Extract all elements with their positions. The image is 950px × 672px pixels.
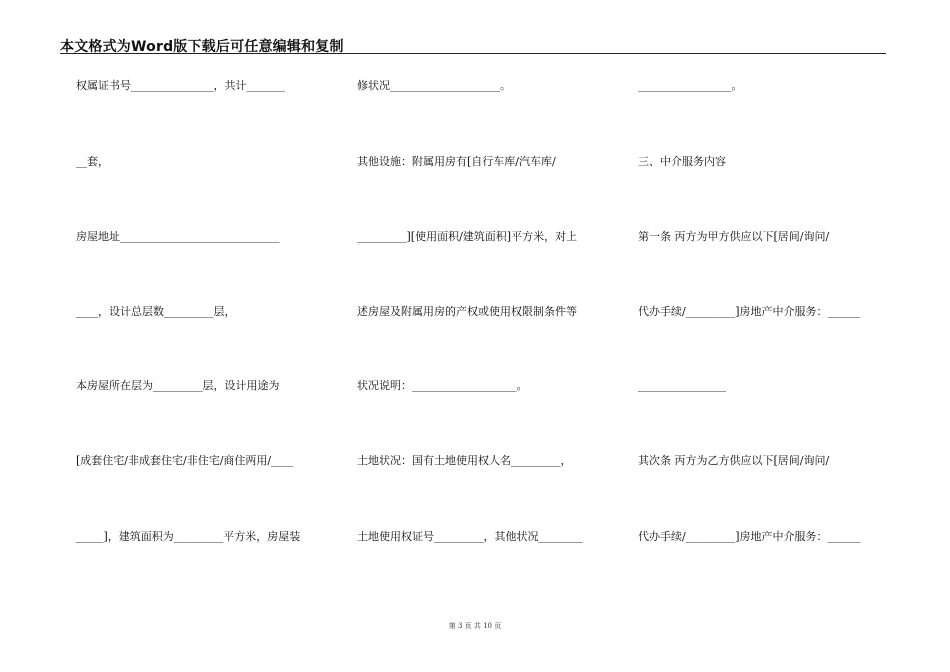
text-line: 第一条 丙方为甲方供应以下[居间/询问/ (638, 230, 830, 243)
document-header-title: 本文格式为Word版下载后可任意编辑和复制 (60, 39, 344, 55)
text-line: 代办手续/_________]房地产中介服务：______ (638, 305, 861, 318)
text-line: 述房屋及附属用房的产权或使用权限制条件等 (357, 305, 577, 318)
text-line: __套， (76, 155, 109, 168)
text-line: 状况说明：___________________。 (357, 379, 528, 392)
page-number: 第 3 页 共 10 页 (448, 622, 502, 630)
text-line: 其他设施：附属用房有[自行车库/汽车库/ (357, 155, 556, 168)
text-line: 其次条 丙方为乙方供应以下[居间/询问/ (638, 454, 830, 467)
text-line: _____]，建筑面积为_________平方米，房屋装 (76, 530, 301, 543)
text-line: _________________。 (638, 79, 743, 92)
text-line: 修状况____________________。 (357, 79, 511, 92)
text-line: 本房屋所在层为_________层，设计用途为 (76, 379, 280, 392)
text-line: [成套住宅/非成套住宅/非住宅/商住两用/____ (76, 454, 294, 467)
text-line: 土地使用权证号_________，其他状况________ (357, 530, 583, 543)
text-line: 代办手续/_________]房地产中介服务：______ (638, 530, 861, 543)
text-line: 权属证书号_______________，共计_______ (76, 79, 285, 92)
text-line: ____，设计总层数_________层， (76, 305, 236, 318)
text-line: 房屋地址_____________________________ (76, 230, 280, 243)
header-divider (60, 53, 886, 54)
text-line: 三、中介服务内容 (638, 155, 726, 168)
text-line: _________][使用面积/建筑面积]平方米，对上 (357, 230, 578, 243)
text-line: ________________ (638, 379, 726, 392)
text-line: 土地状况：国有土地使用权人名_________， (357, 454, 572, 467)
